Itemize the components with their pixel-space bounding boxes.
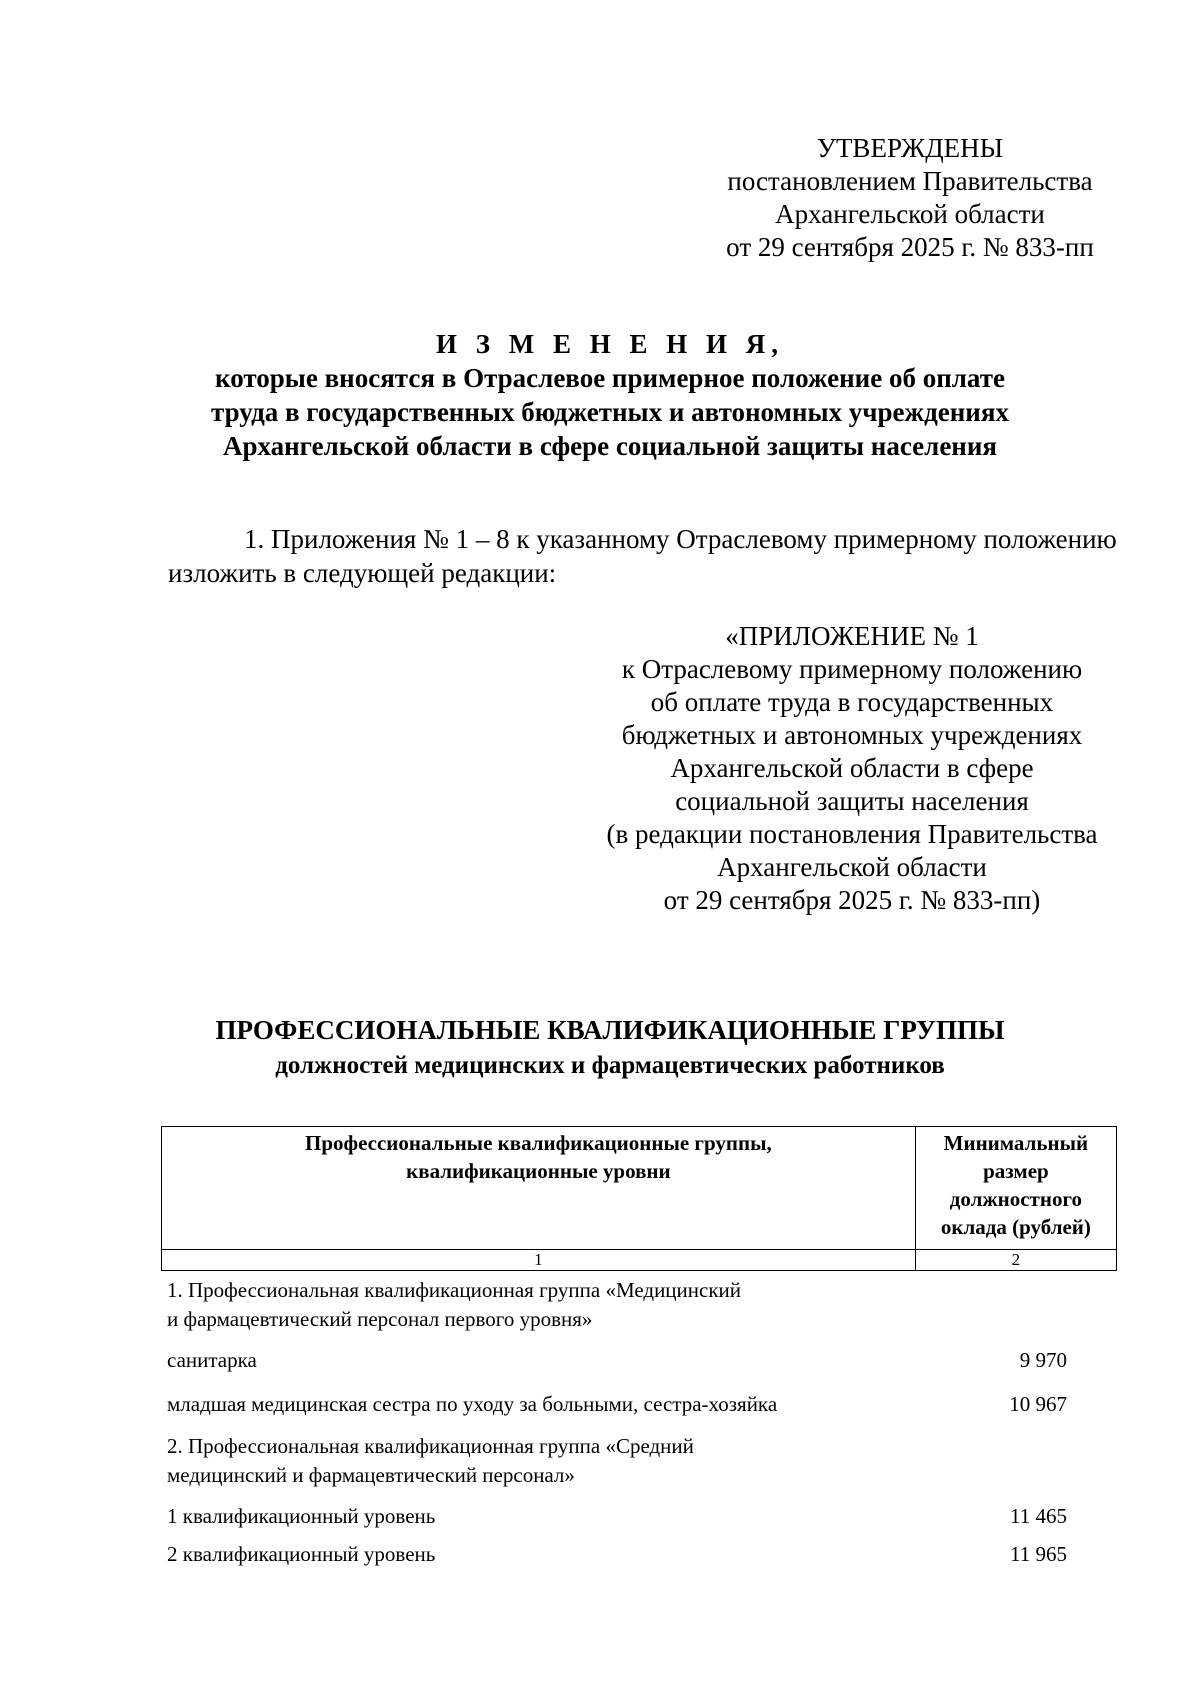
header-salary-cell — [915, 1127, 1116, 1250]
approval-line: постановлением Правительства — [727, 166, 1093, 196]
row-name-line: медицинский и фармацевтический персонал» — [167, 1463, 575, 1487]
changes-subtitle-line: Архангельской области в сфере социальной защиты населения — [222, 431, 998, 461]
annex-line: (в редакции постановления Правительства — [606, 819, 1098, 849]
row-name — [167, 1432, 887, 1490]
row-name-line: и фармацевтический персонал первого уровня» — [167, 1307, 593, 1331]
row-name: 2 квалификационный уровень — [167, 1542, 436, 1566]
salary-table-header — [161, 1126, 1117, 1271]
changes-subtitle-line: которые вносятся в Отраслевое примерное положение об оплате — [215, 363, 1005, 393]
row-value: 9 970 — [1019, 1348, 1067, 1372]
changes-title — [90, 327, 1130, 463]
item-1-line: 1. Приложения № 1 – 8 к указанному Отраслевому примерному положению — [244, 524, 1117, 554]
column-number-1: 1 — [162, 1250, 916, 1271]
groups-title — [90, 1012, 1130, 1084]
approval-stamp — [700, 132, 1120, 264]
groups-title-sub: должностей медицинских и фармацевтических работников — [275, 1052, 945, 1079]
header-groups-line: Профессиональные квалификационные группы, — [305, 1131, 772, 1155]
annex-line: Архангельской области в сфере — [670, 753, 1034, 783]
annex-header — [582, 620, 1122, 917]
row-value: 11 965 — [1010, 1542, 1067, 1566]
header-salary-line: Минимальный — [943, 1131, 1089, 1155]
header-groups-cell — [162, 1127, 916, 1250]
annex-line: социальной защиты населения — [675, 786, 1029, 816]
row-name — [167, 1276, 887, 1334]
row-value: 10 967 — [1009, 1392, 1067, 1416]
approval-date: от 29 сентября 2025 г. № 833-пп — [726, 232, 1094, 262]
row-name-line: 1. Профессиональная квалификационная группа «Медицинский — [167, 1278, 742, 1302]
annex-line: Архангельской области — [717, 852, 987, 882]
changes-heading: И З М Е Н Е Н И Я, — [435, 329, 784, 359]
row-name: 1 квалификационный уровень — [167, 1504, 436, 1528]
row-value: 11 465 — [1010, 1504, 1067, 1528]
row-name: младшая медицинская сестра по уходу за больными, сестра-хозяйка — [167, 1392, 778, 1416]
approval-line: Архангельской области — [775, 199, 1045, 229]
item-1-line: изложить в следующей редакции: — [168, 558, 557, 588]
header-salary-line: оклада (рублей) — [940, 1215, 1091, 1239]
annex-line: к Отраслевому примерному положению — [621, 654, 1083, 684]
item-1-paragraph — [168, 522, 1128, 590]
changes-subtitle-line: труда в государственных бюджетных и автономных учреждениях — [211, 397, 1009, 427]
header-salary-line: размер — [983, 1159, 1049, 1183]
annex-line: об оплате труда в государственных — [650, 687, 1054, 717]
approval-title: УТВЕРЖДЕНЫ — [816, 133, 1004, 163]
header-groups-line: квалификационные уровни — [406, 1159, 671, 1183]
row-name: санитарка — [167, 1348, 257, 1372]
row-name-line: 2. Профессиональная квалификационная группа «Средний — [167, 1434, 694, 1458]
annex-title: «ПРИЛОЖЕНИЕ № 1 — [725, 621, 979, 651]
annex-line: от 29 сентября 2025 г. № 833-пп) — [663, 885, 1041, 915]
column-number-2: 2 — [915, 1250, 1116, 1271]
groups-title-main: ПРОФЕССИОНАЛЬНЫЕ КВАЛИФИКАЦИОННЫЕ ГРУППЫ — [215, 1015, 1005, 1045]
annex-line: бюджетных и автономных учреждениях — [621, 720, 1083, 750]
header-salary-line: должностного — [949, 1187, 1082, 1211]
